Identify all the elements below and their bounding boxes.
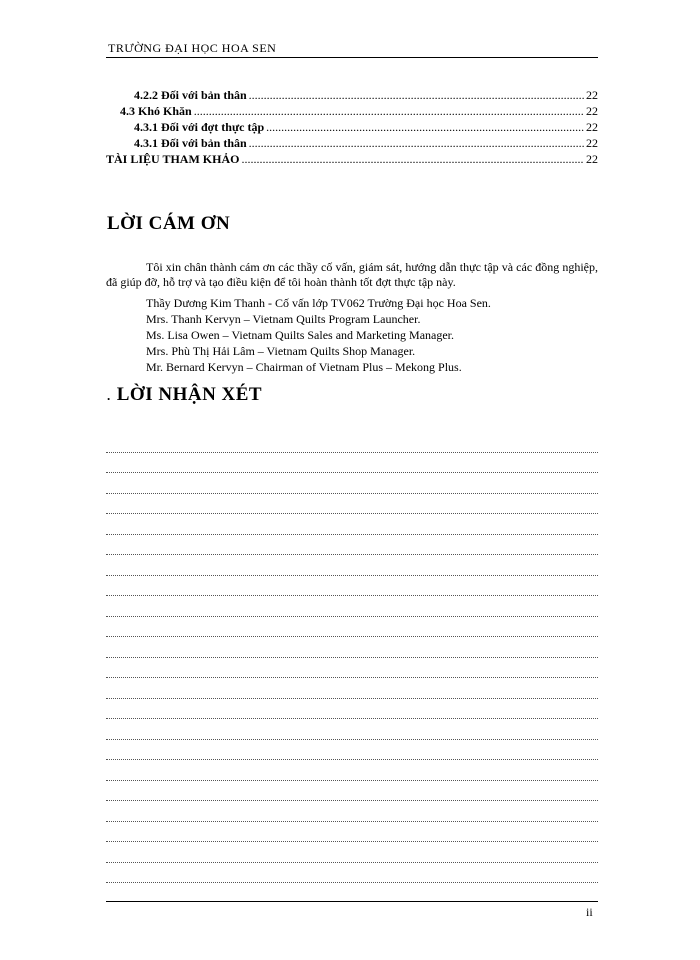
remarks-dotted-line <box>106 576 598 597</box>
remarks-dotted-line <box>106 596 598 617</box>
remarks-dotted-line <box>106 801 598 822</box>
remarks-dotted-line <box>106 863 598 884</box>
toc-leader-dots <box>266 120 584 135</box>
thanks-paragraph: Tôi xin chân thành cám ơn các thầy cố vấn, giám sát, hướng dẫn thực tập và các đồng nghiệp, đã giúp đỡ, hỗ trợ và tạo điều kiện để tôi hoàn thành tốt đợt thực tập này. <box>106 260 598 289</box>
remarks-dotted-line <box>106 453 598 474</box>
toc-entry-label: 4.2.2 Đối với bản thân <box>134 88 247 102</box>
footer-rule <box>106 901 598 902</box>
toc-leader-dots <box>249 88 584 103</box>
remarks-dotted-line <box>106 535 598 556</box>
remarks-dotted-line <box>106 842 598 863</box>
remarks-dotted-line <box>106 514 598 535</box>
header-rule <box>106 57 598 58</box>
remarks-dotted-line <box>106 658 598 679</box>
table-of-contents <box>106 87 598 167</box>
acknowledgement-line: Mrs. Thanh Kervyn – Vietnam Quilts Program Launcher. <box>146 312 421 326</box>
thanks-body <box>106 260 598 375</box>
toc-leader-dots <box>194 104 584 119</box>
toc-entry-label: TÀI LIỆU THAM KHẢO <box>106 152 240 166</box>
toc-entry[interactable] <box>106 135 598 151</box>
remarks-heading <box>107 384 262 406</box>
remarks-dotted-line <box>106 822 598 843</box>
remarks-dotted-line <box>106 555 598 576</box>
remarks-dotted-line <box>106 740 598 761</box>
page-number: ii <box>586 905 593 919</box>
toc-entry[interactable] <box>106 119 598 135</box>
toc-entry-page: 22 <box>586 120 598 134</box>
thanks-heading: LỜI CÁM ƠN <box>107 213 231 234</box>
toc-entry[interactable] <box>106 103 598 119</box>
remarks-dotted-line <box>106 473 598 494</box>
toc-entry-page: 22 <box>586 152 598 166</box>
acknowledgement-line: Mr. Bernard Kervyn – Chairman of Vietnam Plus – Mekong Plus. <box>146 360 462 374</box>
toc-entry-label: 4.3.1 Đối với bản thân <box>134 136 247 150</box>
toc-leader-dots <box>241 152 584 167</box>
toc-leader-dots <box>249 136 584 151</box>
acknowledgement-line: Ms. Lisa Owen – Vietnam Quilts Sales and Marketing Manager. <box>146 328 455 342</box>
toc-entry-label: 4.3.1 Đối với đợt thực tập <box>134 120 265 134</box>
toc-entry-label: 4.3 Khó Khăn <box>120 104 192 118</box>
remarks-dotted-line <box>106 781 598 802</box>
toc-entry[interactable] <box>106 151 598 167</box>
remarks-dotted-line <box>106 699 598 720</box>
toc-entry-page: 22 <box>586 88 598 102</box>
acknowledgement-line: Thầy Dương Kim Thanh - Cố vấn lớp TV062 Trường Đại học Hoa Sen. <box>146 296 491 310</box>
remarks-writing-area[interactable] <box>106 432 598 883</box>
remarks-dotted-line <box>106 678 598 699</box>
header-title: TRƯỜNG ĐẠI HỌC HOA SEN <box>108 41 277 55</box>
remarks-dotted-line <box>106 719 598 740</box>
toc-entry-page: 22 <box>586 136 598 150</box>
remarks-dotted-line <box>106 494 598 515</box>
toc-entry-page: 22 <box>586 104 598 118</box>
remarks-dotted-line <box>106 432 598 453</box>
toc-entry[interactable] <box>106 87 598 103</box>
remarks-heading-prefix: . <box>107 388 111 403</box>
remarks-dotted-line <box>106 760 598 781</box>
remarks-dotted-line <box>106 637 598 658</box>
remarks-dotted-line <box>106 617 598 638</box>
acknowledgement-line: Mrs. Phù Thị Hải Lâm – Vietnam Quilts Shop Manager. <box>146 344 416 358</box>
remarks-heading-text: LỜI NHẬN XÉT <box>116 384 263 405</box>
